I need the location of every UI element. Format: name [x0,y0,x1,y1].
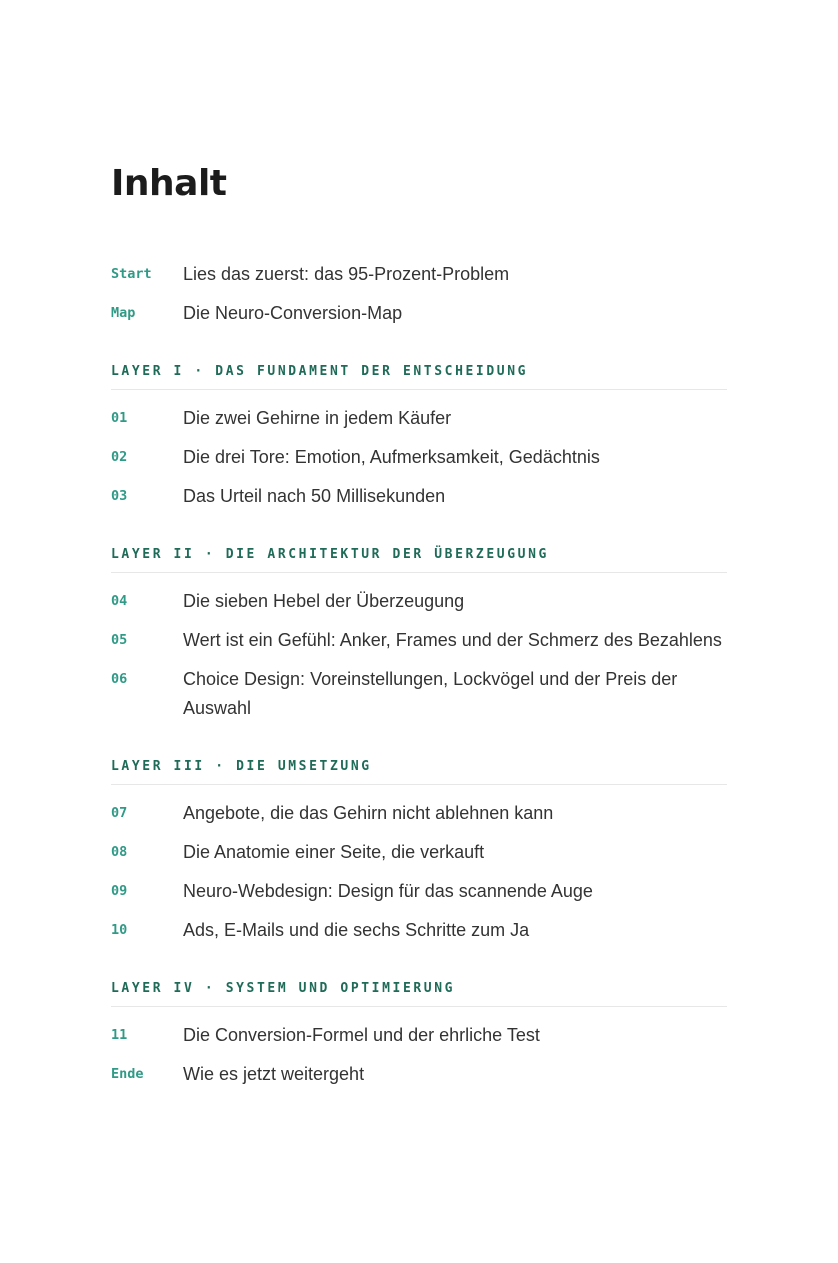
toc-entry-03[interactable] [111,482,727,511]
toc-entry-start[interactable] [111,260,727,289]
toc-entry-08[interactable] [111,838,727,867]
intro-list [111,260,727,328]
section-header: LAYER II · DIE ARCHITEKTUR DER ÜBERZEUGUNG [111,547,727,573]
toc-entry-09[interactable] [111,877,727,906]
toc-entry-title: Die zwei Gehirne in jedem Käufer [183,408,452,428]
toc-entry-number: 07 [111,805,128,821]
section-entries [111,799,727,945]
toc-entry-title: Wert ist ein Gefühl: Anker, Frames und der Schmerz des Bezahlens [183,630,722,650]
toc-entry-title: Die Anatomie einer Seite, die verkauft [183,842,485,862]
table-of-contents [111,162,727,1089]
toc-entry-number: 09 [111,883,128,899]
toc-entry-title: Das Urteil nach 50 Millisekunden [183,486,446,506]
toc-entry-11[interactable] [111,1021,727,1050]
section-header: LAYER III · DIE UMSETZUNG [111,759,727,785]
section-layer-1 [111,364,727,511]
section-entries [111,587,727,723]
toc-entry-title: Die drei Tore: Emotion, Aufmerksamkeit, Gedächtnis [183,447,600,467]
toc-entry-number: 10 [111,922,128,938]
toc-entry-title: Ads, E-Mails und die sechs Schritte zum Ja [183,920,530,940]
toc-entry-01[interactable] [111,404,727,433]
toc-entry-number: Start [111,266,152,282]
toc-entry-number: 11 [111,1027,128,1043]
toc-entry-title: Neuro-Webdesign: Design für das scannende Auge [183,881,593,901]
toc-entry-number: 06 [111,671,128,687]
toc-entry-05[interactable] [111,626,727,655]
toc-entry-title: Angebote, die das Gehirn nicht ablehnen kann [183,803,554,823]
section-entries [111,1021,727,1089]
toc-entry-10[interactable] [111,916,727,945]
toc-entry-title: Die Conversion-Formel und der ehrliche Test [183,1025,540,1045]
toc-entry-number: 05 [111,632,128,648]
toc-entry-title: Lies das zuerst: das 95-Prozent-Problem [183,264,510,284]
toc-entry-number: 01 [111,410,128,426]
toc-entry-02[interactable] [111,443,727,472]
toc-entry-number: Ende [111,1066,144,1082]
toc-entry-title: Wie es jetzt weitergeht [183,1064,365,1084]
section-layer-3 [111,759,727,945]
toc-entry-title: Die sieben Hebel der Überzeugung [183,591,465,611]
toc-entry-number: 03 [111,488,128,504]
page-title: Inhalt [111,163,227,204]
section-layer-4 [111,981,727,1089]
toc-entry-number: Map [111,305,136,321]
toc-entry-number: 08 [111,844,128,860]
section-header: LAYER I · DAS FUNDAMENT DER ENTSCHEIDUNG [111,364,727,390]
toc-entry-04[interactable] [111,587,727,616]
toc-entry-06[interactable] [111,665,727,723]
toc-entry-map[interactable] [111,299,727,328]
section-entries [111,404,727,511]
section-header: LAYER IV · SYSTEM UND OPTIMIERUNG [111,981,727,1007]
toc-entry-07[interactable] [111,799,727,828]
toc-entry-number: 02 [111,449,128,465]
toc-entry-title: Choice Design: Voreinstellungen, Lockvögel und der Preis der Auswahl [183,669,678,718]
toc-entry-title: Die Neuro-Conversion-Map [183,303,403,323]
toc-entry-number: 04 [111,593,128,609]
section-layer-2 [111,547,727,723]
toc-entry-ende[interactable] [111,1060,727,1089]
